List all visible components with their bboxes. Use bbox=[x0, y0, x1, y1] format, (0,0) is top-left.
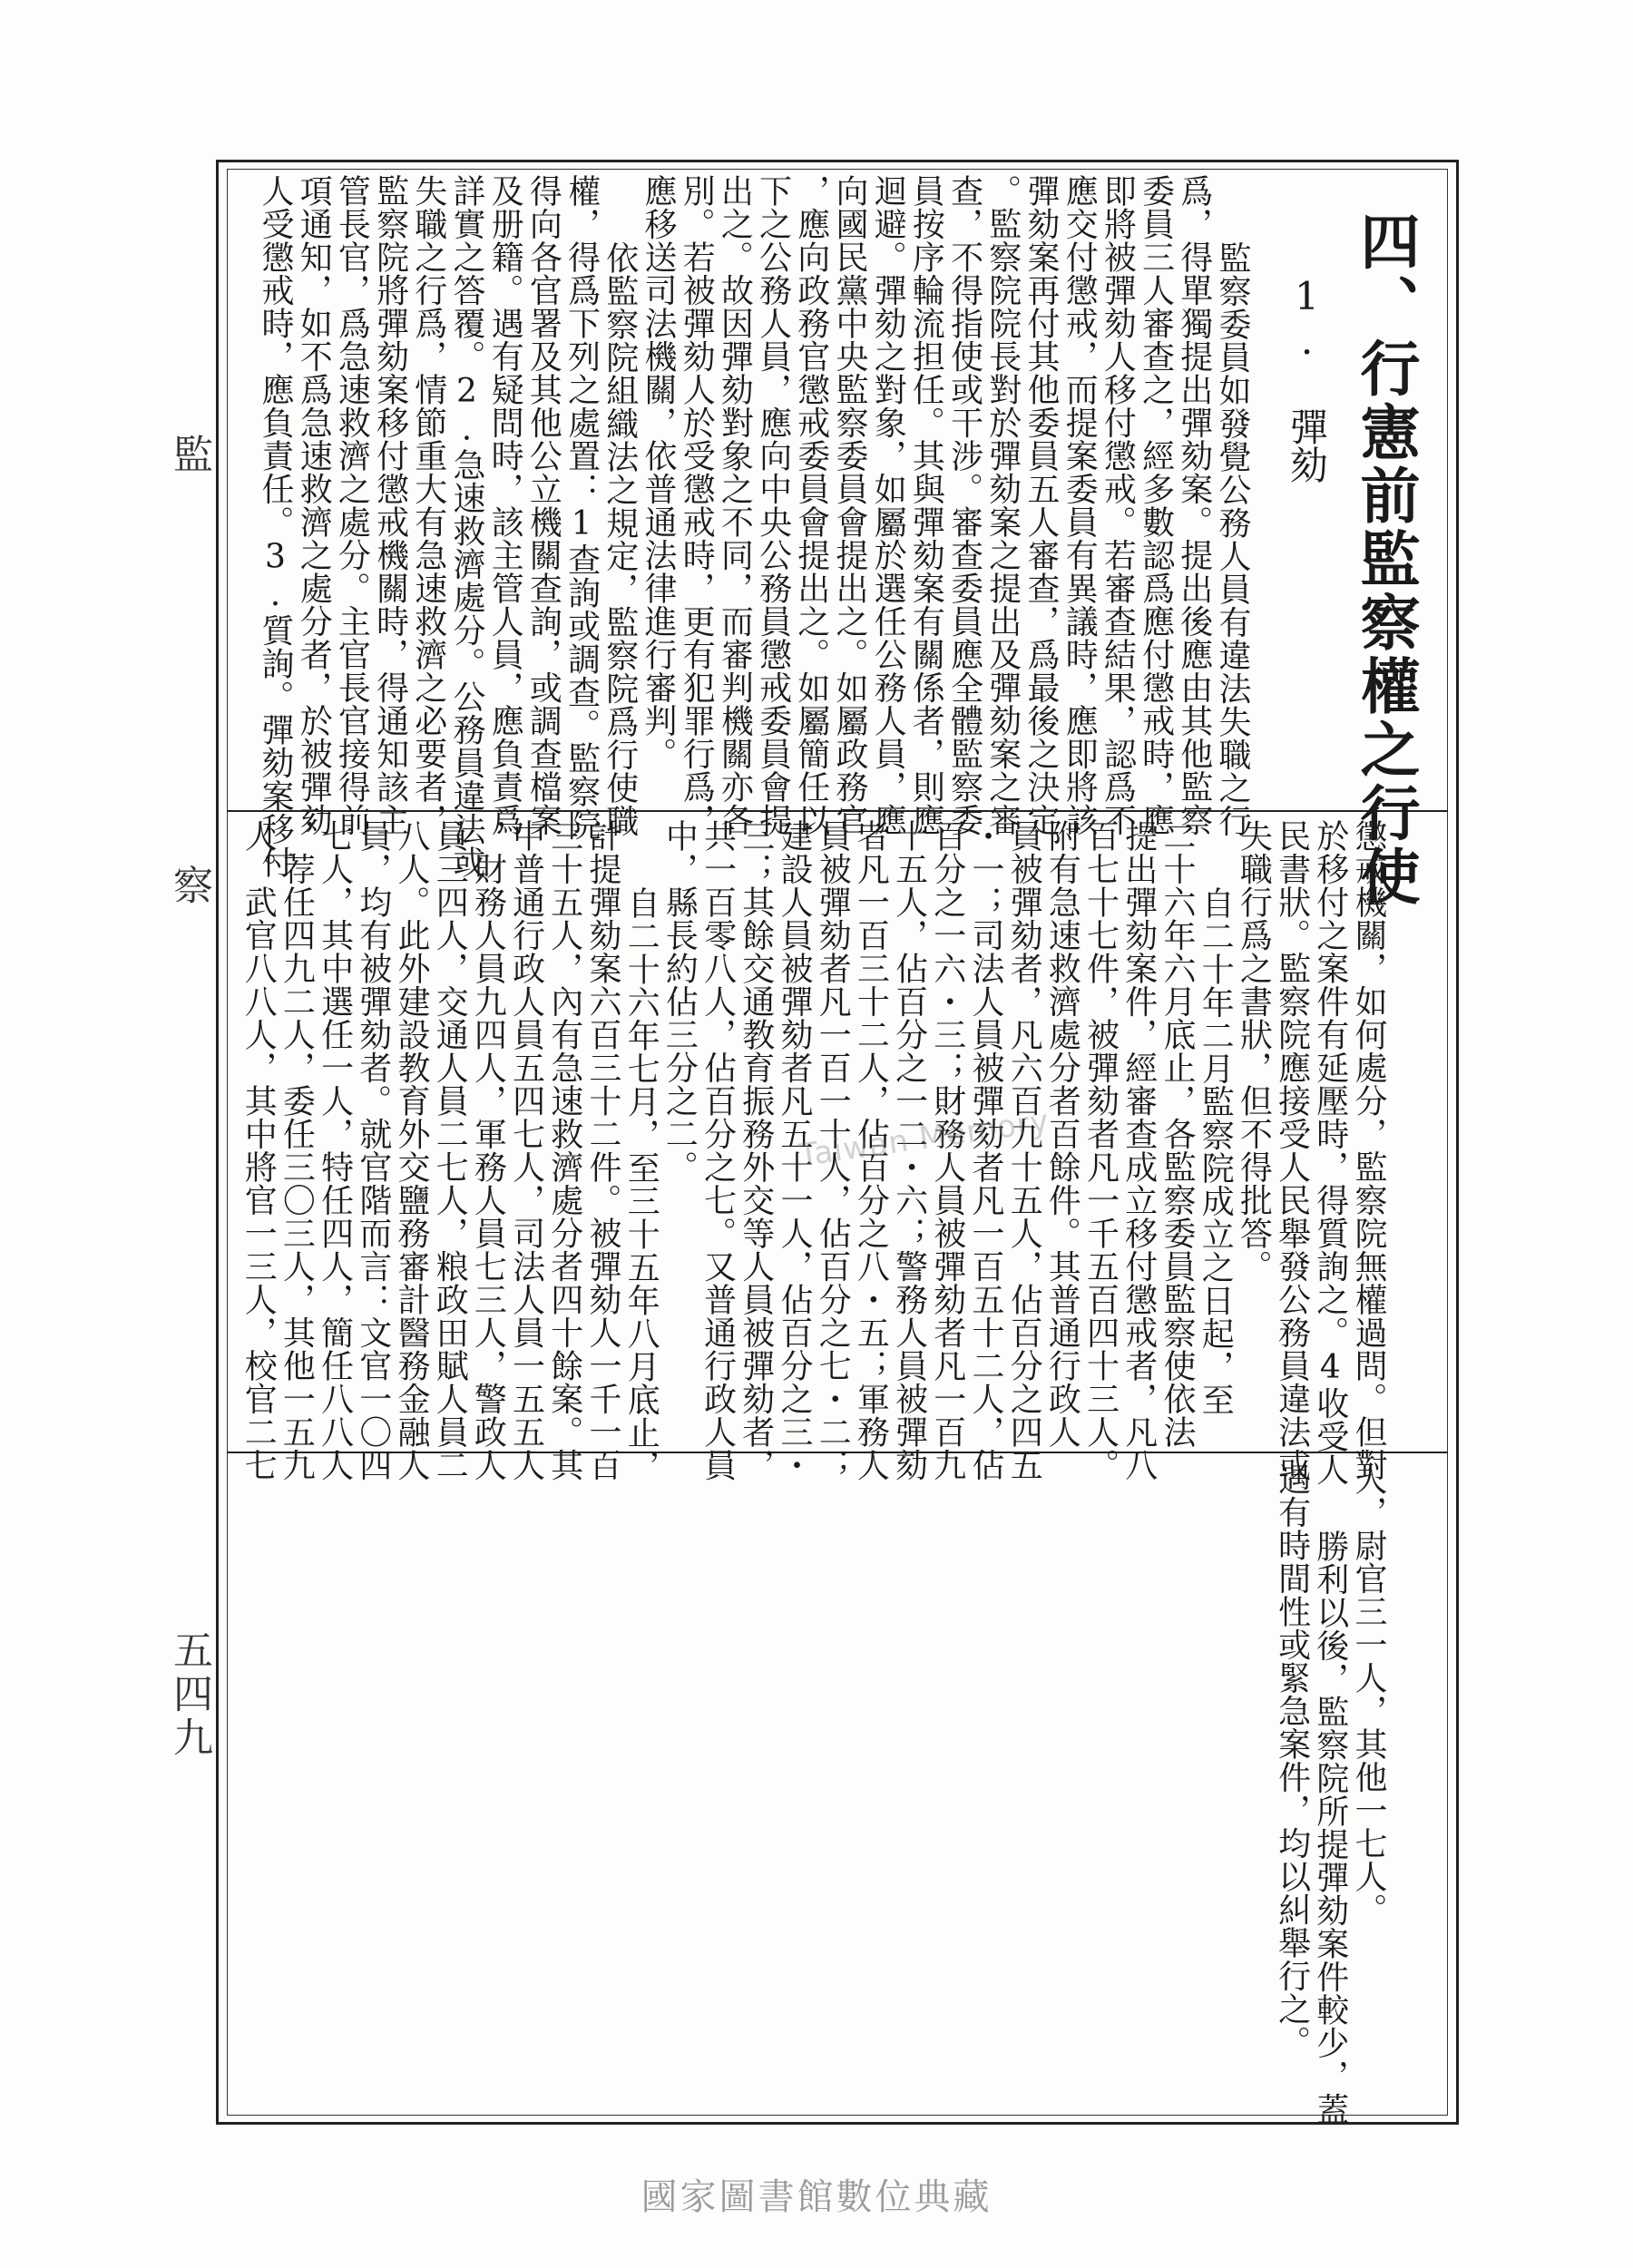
text-column: 中，縣長約佔三分之二。 bbox=[660, 819, 699, 1184]
text-column: ，財務人員九四人，軍務人員七三人，警政人 bbox=[469, 819, 507, 1481]
text-column: 十五人，佔百分之一二・六；警務人員被彈劾 bbox=[890, 819, 928, 1481]
text-column: 附有急速救濟處分者百餘件。其普通行政人 bbox=[1043, 819, 1081, 1449]
text-column: 得向各官署及其他公立機關查詢，或調查檔案 bbox=[524, 174, 562, 836]
text-column: 八人。此外建設教育外交鹽務審計醫務金融人 bbox=[393, 819, 430, 1481]
text-column: 彈劾案再付其他委員五人審查，爲最後之決定 bbox=[1022, 174, 1060, 836]
text-column: 權，得爲下列之處置：1查詢或調查。監察院 bbox=[562, 174, 601, 841]
text-column: 員，均有被彈劾者。就官階而言：文官一〇四 bbox=[354, 819, 392, 1481]
text-column: 監察委員如發覺公務人員有違法失職之行 bbox=[1214, 241, 1251, 837]
text-column: 員三四人，交通人員二七人，粮政田賦人員二 bbox=[431, 819, 469, 1481]
text-column: ・一；司法人員被彈劾者凡一百五十二人，佔 bbox=[967, 819, 1004, 1481]
text-column: 人。武官八八人，其中將官一三人，校官二七 bbox=[240, 819, 278, 1481]
text-column: 百七十七件，被彈劾者凡一千五百四十三人。 bbox=[1081, 819, 1120, 1481]
text-column: 提出彈劾案件，經審查成立移付懲戒者，凡八 bbox=[1120, 819, 1158, 1481]
text-column: 應交付懲戒，而提案委員有異議時，應即將該 bbox=[1061, 174, 1099, 836]
text-column: 出之。故因彈劾對象之不同，而審判機關亦各 bbox=[716, 174, 754, 836]
text-column: 委員三人審查之，經多數認爲應付懲戒時，應 bbox=[1137, 174, 1175, 836]
section-title: 四、行憲前監察權之行使 bbox=[1350, 210, 1421, 909]
page-number: 五四九 bbox=[166, 1629, 212, 1760]
text-column: 爲，得單獨提出彈劾案。提出後應由其他監察 bbox=[1175, 174, 1213, 836]
text-column: 失職行爲之書狀，但不得批答。 bbox=[1235, 819, 1273, 1283]
text-column: 自二十年二月監察院成立之日起，至 bbox=[1197, 886, 1235, 1416]
text-column: 人受懲戒時，應負責任。3.質詢。彈劾案移付 bbox=[257, 174, 294, 879]
text-column: 於移付之案件有延壓時，得質詢之。4收受人 bbox=[1311, 819, 1349, 1486]
text-column: 迴避。彈劾之對象，如屬於選任公務人員，應 bbox=[869, 174, 907, 836]
text-column: 二十六年六月底止，各監察委員監察使依法 bbox=[1159, 819, 1196, 1449]
text-column: 者凡一百三十二人，佔百分之八・五；軍務人 bbox=[852, 819, 890, 1481]
text-column: 員被彈劾者，凡六百九十五人，佔百分之四五 bbox=[1005, 819, 1043, 1481]
margin-label: 監 察 bbox=[166, 434, 212, 1077]
text-column: 民書狀。監察院應接受人民舉發公務員違法或 bbox=[1273, 819, 1311, 1481]
text-column: 員被彈劾者凡一百一十人，佔百分之七・二； bbox=[814, 819, 852, 1481]
text-column: 詳實之答覆。2.急速救濟處分。公務員違法或 bbox=[448, 174, 485, 879]
text-column: 三十五人，內有急速救濟處分者四十餘案。其 bbox=[545, 819, 583, 1481]
text-column: 勝利以後，監察院所提彈劾案件較少，蓋 bbox=[1311, 1530, 1349, 2126]
text-column: 監察院將彈劾案移付懲戒機關時，得通知該主 bbox=[371, 174, 409, 836]
text-column: 即將被彈劾人移付懲戒。若審查結果，認爲不 bbox=[1099, 174, 1137, 836]
text-column: 管長官，爲急速救濟之處分。主官長官接得前 bbox=[333, 174, 371, 836]
text-column: 向國民黨中央監察委員會提出之。如屬政務官 bbox=[831, 174, 868, 836]
text-column: 依監察院組織法之規定，監察院爲行使職 bbox=[601, 241, 639, 837]
text-column: 別。若被彈劾人於受懲戒時，更有犯罪行爲， bbox=[678, 174, 716, 836]
text-column: 及册籍。遇有疑問時，該主管人員，應負責爲 bbox=[486, 174, 524, 836]
text-column: 查，不得指使或干涉。審查委員應全體監察委 bbox=[945, 174, 983, 836]
text-column: ，應向政務官懲戒委員會提出之。如屬簡任以 bbox=[792, 174, 830, 836]
text-column: 失職之行爲，情節重大有急速救濟之必要者， bbox=[409, 174, 447, 836]
text-column: 員按序輪流担任。其與彈劾案有關係者，則應 bbox=[907, 174, 945, 836]
watermark: Taiwan Memory bbox=[797, 1102, 1052, 1175]
text-column: 項通知，如不爲急速救濟之處分者，於被彈劾 bbox=[295, 174, 333, 836]
text-column: 建設人員被彈劾者凡五十一人，佔百分之三・ bbox=[776, 819, 813, 1481]
text-column: 下之公務人員，應向中央公務員懲戒委員會提 bbox=[754, 174, 792, 836]
text-column: 自二十六年七月，至三十五年八月底止， bbox=[622, 886, 660, 1482]
text-column: 計提彈劾案六百三十二件。被彈劾人一千一百 bbox=[584, 819, 621, 1481]
text-column: 懲戒機關，如何處分，監察院無權過問。但對 bbox=[1350, 819, 1387, 1481]
text-column: 百分之一六・三；財務人員被彈劾者凡一百九 bbox=[928, 819, 966, 1481]
text-column: 人，尉官三一人，其他一七人。 bbox=[1350, 1462, 1387, 1926]
subsection-heading: 1. 彈劾 bbox=[1285, 274, 1329, 484]
text-column: 共一百零八人，佔百分之七。又普通行政人員 bbox=[699, 819, 737, 1481]
text-column: 三；其餘交通教育振務外交等人員被彈劾者， bbox=[737, 819, 775, 1481]
text-column: 遇有時間性或緊急案件，均以糾舉行之。 bbox=[1273, 1462, 1311, 2058]
text-column: 。監察院院長對於彈劾案之提出及彈劾案之審 bbox=[983, 174, 1022, 836]
footer-credit: 國家圖書館數位典藏 bbox=[640, 2176, 993, 2218]
text-column: ，荐任四九二人，委任三〇三人，其他一五九 bbox=[278, 819, 316, 1481]
text-column: 中普通行政人員五四七人，司法人員一五五人 bbox=[507, 819, 545, 1481]
text-column: 七人，其中選任一人，特任四人，簡任八八人 bbox=[316, 819, 354, 1481]
text-column: 應移送司法機關，依普通法律進行審判。 bbox=[640, 174, 677, 770]
